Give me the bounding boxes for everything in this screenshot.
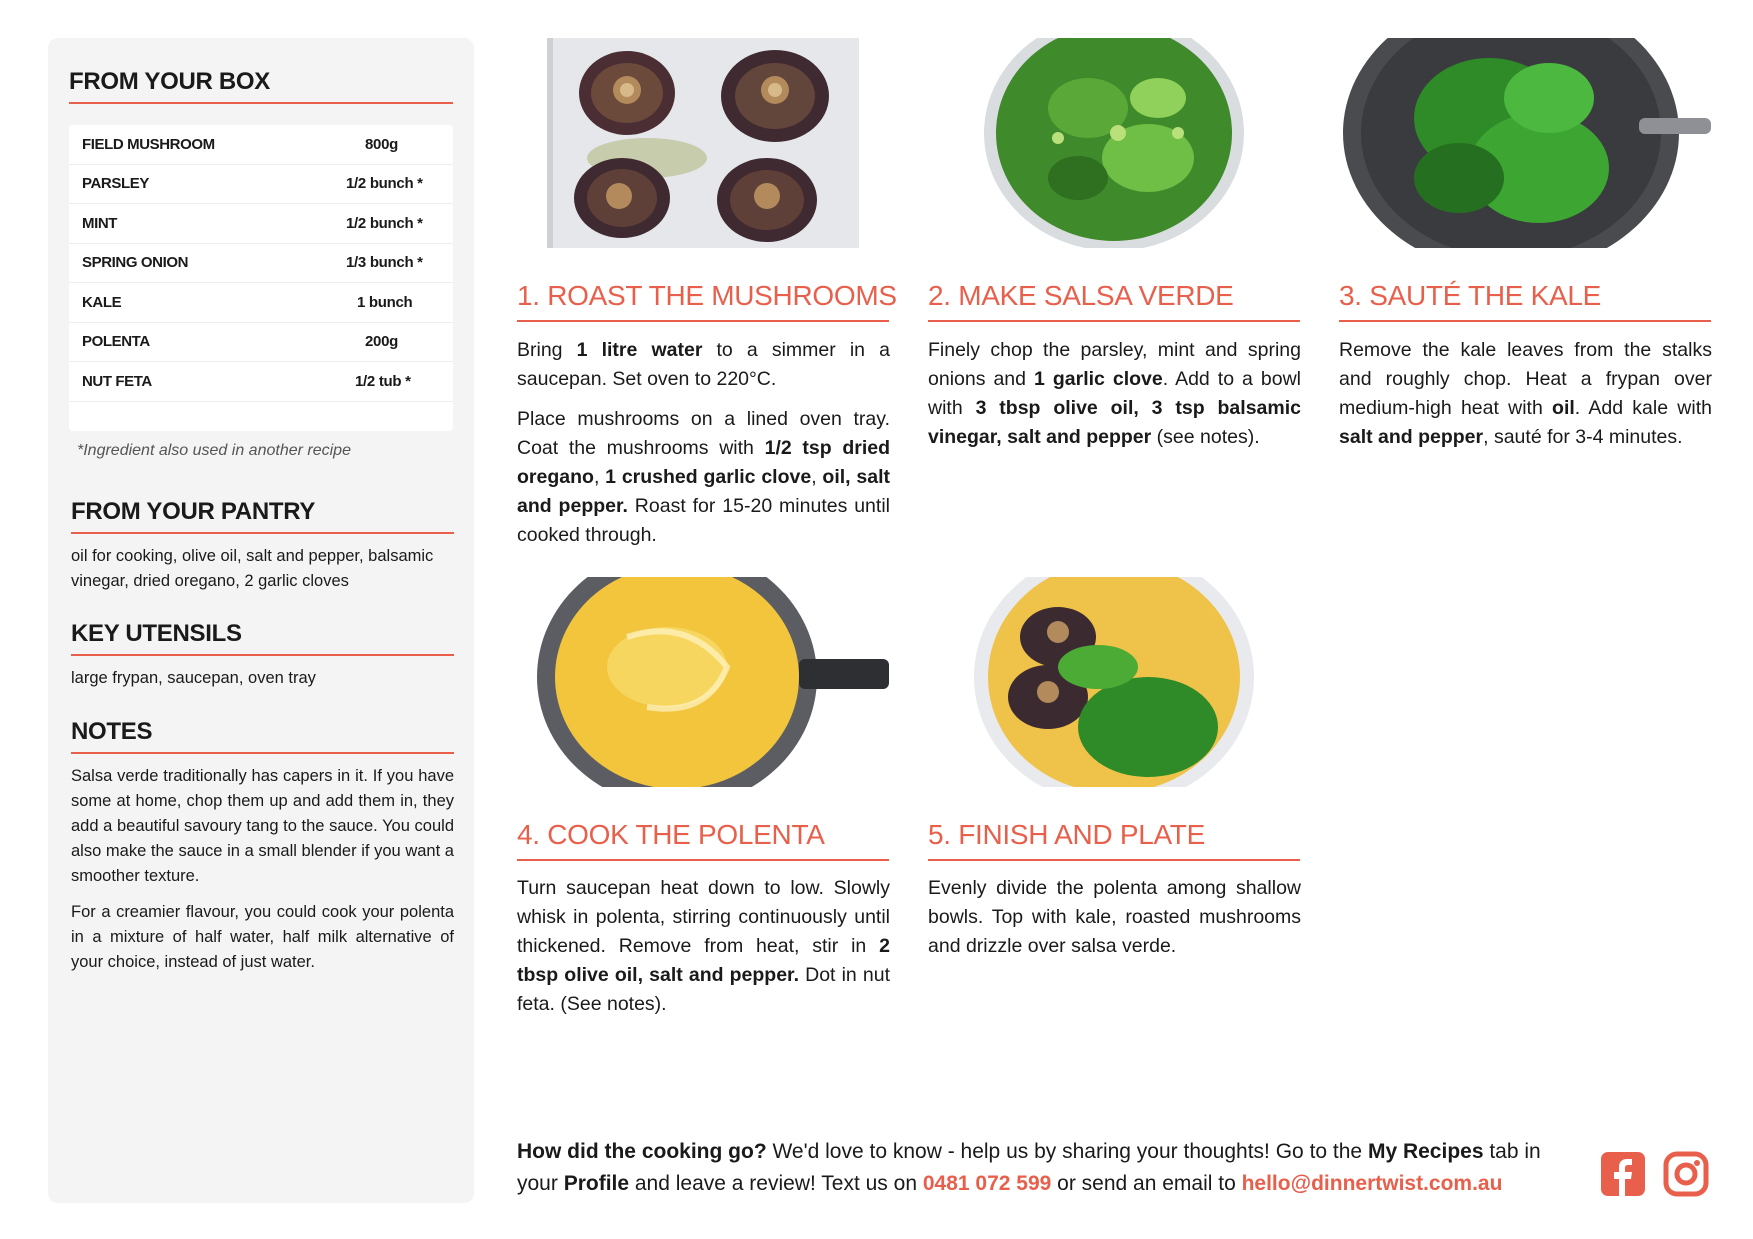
review-prompt: How did the cooking go? We'd love to know - help us by sharing your thoughts! Go to the My Recipes tab in your Profile and leave a review! Text us on 0481 072 599 or send an email to hello@dinnertwist.com.au [517,1140,1541,1195]
ingredient-name: POLENTA [82,333,150,351]
ingredient-row [69,244,453,284]
notes-paragraph: For a creamier flavour, you could cook your polenta in a mixture of half water, half milk alternative of your choice, instead of just water. [71,903,454,971]
ingredients-table [69,125,453,431]
step-1-paragraph: Bring 1 litre water to a simmer in a saucepan. Set oven to 220°C. [517,339,890,390]
ingredient-name: PARSLEY [82,175,149,193]
ingredient-qty: 1/2 bunch * [346,214,423,232]
ingredient-qty: 1/2 tub * [355,372,411,390]
notes-body [71,764,454,986]
ingredient-row [69,283,453,323]
step-3-paragraph: Remove the kale leaves from the stalks and roughly chop. Heat a frypan over medium-high heat with oil. Add kale with salt and pepper, sauté for 3-4 minutes. [1339,339,1712,448]
utensils-list: large frypan, saucepan, oven tray [71,669,316,687]
step-2-body [928,336,1301,463]
notes-title: NOTES [71,718,454,754]
from-your-box-title: FROM YOUR BOX [69,68,453,104]
ingredient-qty: 200g [365,333,398,351]
ingredient-row [69,125,453,165]
ingredient-qty: 1 bunch [357,293,413,311]
ingredient-name: FIELD MUSHROOM [82,135,215,153]
ingredient-name: KALE [82,293,122,311]
ingredient-row [69,165,453,205]
ingredient-qty: 1/3 bunch * [346,254,423,272]
ingredient-name: MINT [82,214,118,232]
step-1-paragraph: Place mushrooms on a lined oven tray. Coat the mushrooms with 1/2 tsp dried oregano, 1 crushed garlic clove, oil, salt and pepper. Roast for 15-20 minutes until cooked through. [517,408,890,546]
ingredient-name: SPRING ONION [82,254,189,272]
key-utensils-title: KEY UTENSILS [71,620,454,656]
instagram-icon[interactable] [1663,1151,1709,1197]
kale-pan-photo [1339,38,1711,248]
step-2-title: 2. MAKE SALSA VERDE [928,280,1300,322]
from-your-pantry-title: FROM YOUR PANTRY [71,498,454,534]
step-5-body [928,874,1301,972]
ingredient-name: NUT FETA [82,372,152,390]
step-5-title: 5. FINISH AND PLATE [928,819,1300,861]
ingredient-footnote: *Ingredient also used in another recipe [77,442,351,459]
ingredient-qty: 800g [365,135,398,153]
notes-paragraph: Salsa verde traditionally has capers in it. If you have some at home, chop them up and add them in, they add a beautiful savoury tang to the sauce. You could also make the sauce in a small blender if you want a smoother texture. [71,767,454,885]
step-4-body [517,874,890,1030]
ingredient-row [69,362,453,402]
ingredient-row [69,204,453,244]
step-4-paragraph: Turn saucepan heat down to low. Slowly whisk in polenta, stirring continuously until thickened. Remove from heat, stir in 2 tbsp olive oil, salt and pepper. Dot in nut feta. (See notes). [517,877,890,1015]
ingredient-row [69,323,453,363]
step-5-paragraph: Evenly divide the polenta among shallow bowls. Top with kale, roasted mushrooms and drizzle over salsa verde. [928,877,1301,957]
ingredients-sidebar [48,38,474,1203]
plated-dish-photo [928,577,1300,787]
mushrooms-photo [517,38,889,248]
email-link[interactable]: hello@dinnertwist.com.au [1241,1171,1503,1195]
step-2-paragraph: Finely chop the parsley, mint and spring onions and 1 garlic clove. Add to a bowl with 3 tbsp olive oil, 3 tsp balsamic vinegar, salt and pepper (see notes). [928,339,1301,448]
ingredient-qty: 1/2 bunch * [346,175,423,193]
facebook-icon[interactable] [1600,1151,1646,1197]
phone-link[interactable]: 0481 072 599 [922,1171,1052,1195]
step-4-title: 4. COOK THE POLENTA [517,819,889,861]
salsa-verde-photo [928,38,1300,248]
polenta-pot-photo [517,577,889,787]
step-3-title: 3. SAUTÉ THE KALE [1339,280,1711,322]
pantry-list: oil for cooking, olive oil, salt and pepper, balsamic vinegar, dried oregano, 2 garlic cloves [71,547,434,590]
step-1-title: 1. ROAST THE MUSHROOMS [517,280,889,322]
step-1-body [517,336,890,561]
step-3-body [1339,336,1712,463]
